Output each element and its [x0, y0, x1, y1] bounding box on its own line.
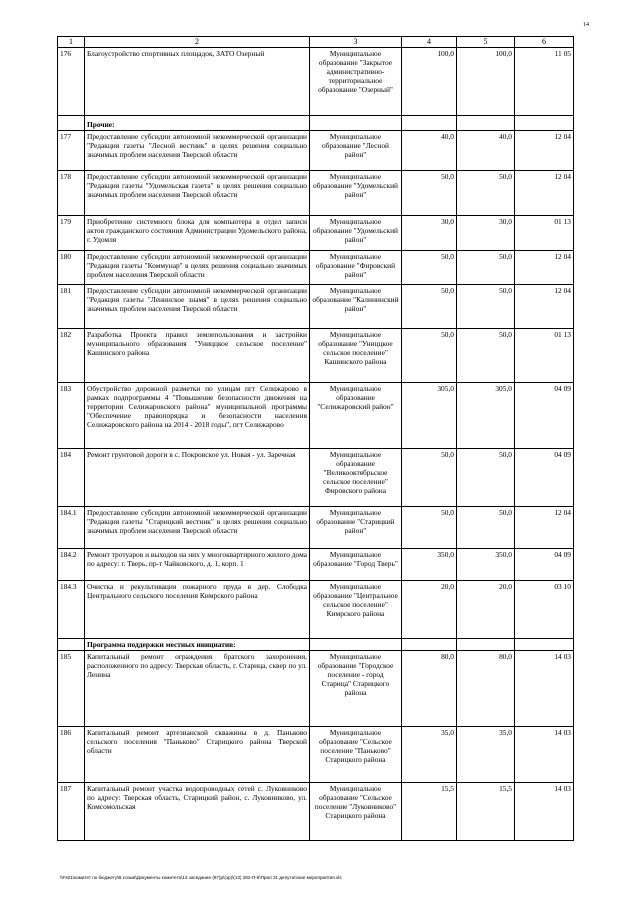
row-description: Приобретение системного блока для компьютера в отдел записи актов гражданского состояния Администрации Удомельского района, г. Удомля [85, 215, 310, 250]
row-budget-code: 01 13 [515, 328, 574, 382]
table-row [58, 782, 574, 840]
row-budget-code: 04 09 [515, 548, 574, 580]
section-empty-cell [457, 638, 515, 650]
header-col-4: 4 [402, 37, 457, 48]
row-description: Предоставление субсидии автономной некоммерческой организации "Редакция газеты "Лесной вестник" в целях решения социально значимых проблем населения Тверской области [85, 130, 310, 170]
section-num-cell [58, 115, 85, 130]
section-row [58, 638, 574, 650]
row-amount-planned: 50,0 [402, 170, 457, 215]
table-row [58, 506, 574, 548]
header-col-6: 6 [515, 37, 574, 48]
section-title: Программа поддержки местных инициатив: [85, 638, 310, 650]
table-row [58, 250, 574, 284]
row-description: Капитальный ремонт участка водопроводных сетей с. Луковниково по адресу: Тверская область, Старицкий район, с. Луковниково, ул. Комсомольская [85, 782, 310, 840]
row-budget-code: 12 04 [515, 170, 574, 215]
row-amount-approved: 50,0 [457, 170, 515, 215]
row-recipient: Муниципальное образование "Удомельский район" [310, 215, 402, 250]
row-budget-code: 12 04 [515, 130, 574, 170]
row-budget-code: 14 03 [515, 782, 574, 840]
section-empty-cell [515, 115, 574, 130]
row-number: 179 [58, 215, 85, 250]
row-number: 181 [58, 284, 85, 328]
row-number: 177 [58, 130, 85, 170]
row-amount-approved: 50,0 [457, 284, 515, 328]
row-recipient: Муниципальное образование "Селижаровский район" [310, 382, 402, 448]
section-row [58, 115, 574, 130]
file-path-footer: \\Fs01\комитет по бюджету\В созыв\Документы комитета\13 заседание (87)р\(зр)\(13) 282-П-6\Прил 31 депутатские мероприятия.xls [60, 875, 342, 880]
row-budget-code: 03 10 [515, 580, 574, 638]
row-amount-planned: 50,0 [402, 448, 457, 506]
row-amount-planned: 50,0 [402, 250, 457, 284]
table-row [58, 130, 574, 170]
row-amount-planned: 80,0 [402, 650, 457, 726]
section-empty-cell [457, 115, 515, 130]
row-description: Предоставление субсидии автономной некоммерческой организации "Редакция газеты "Удомельская газета" в целях решения социально значимых проблем населения Тверской области [85, 170, 310, 215]
appropriations-table [57, 36, 574, 841]
row-amount-approved: 50,0 [457, 448, 515, 506]
section-empty-cell [310, 638, 402, 650]
row-budget-code: 12 04 [515, 250, 574, 284]
row-recipient: Муниципальное образование "Центральное сельское поселение" Кимрского района [310, 580, 402, 638]
row-number: 187 [58, 782, 85, 840]
row-number: 184 [58, 448, 85, 506]
row-description: Ремонт грунтовой дороги в с. Покровское ул. Новая - ул. Заречная [85, 448, 310, 506]
table-row [58, 284, 574, 328]
row-number: 182 [58, 328, 85, 382]
row-amount-approved: 35,0 [457, 726, 515, 782]
row-amount-planned: 15,5 [402, 782, 457, 840]
row-amount-planned: 35,0 [402, 726, 457, 782]
page-number: 14 [583, 22, 589, 28]
row-amount-planned: 50,0 [402, 284, 457, 328]
row-description: Предоставление субсидии автономной некоммерческой организации "Редакция газеты "Ленинское знамя" в целях решения социально значимых проблем населения Тверской области [85, 284, 310, 328]
row-amount-approved: 50,0 [457, 506, 515, 548]
row-amount-approved: 305,0 [457, 382, 515, 448]
row-recipient: Муниципальное образование "Городское поселение - город Старица" Старицкого района [310, 650, 402, 726]
section-empty-cell [310, 115, 402, 130]
row-description: Разработка Проекта правил землепользования и застройки муниципального образования "Униццкое сельское поселение" Кашинского района [85, 328, 310, 382]
row-amount-approved: 15,5 [457, 782, 515, 840]
row-amount-planned: 50,0 [402, 506, 457, 548]
row-description: Благоустройство спортивных площадок, ЗАТО Озерный [85, 47, 310, 115]
row-description: Предоставление субсидии автономной некоммерческой организации "Редакция газеты "Старицкий вестник" в целях решения социально значимых проблем населения Тверской области [85, 506, 310, 548]
header-col-5: 5 [457, 37, 515, 48]
row-number: 180 [58, 250, 85, 284]
section-num-cell [58, 638, 85, 650]
row-description: Капитальный ремонт артезианской скважины в д. Паньково сельского поселения "Паньково" Старицкого района Тверской области [85, 726, 310, 782]
row-description: Очистка и рекультивация пожарного пруда в дер. Слободка Центрального сельского поселения Кимрского района [85, 580, 310, 638]
table-row [58, 726, 574, 782]
row-description: Обустройство дорожной разметки по улицам пгт Селижарово в рамках подпрограммы 4 "Повышение безопасности движения на территории Селижаровского района" муниципальной программы "Обеспечение правопорядка и безопасности населения Селижаровского района на 2014 - 2018 годы", пгт Селижарово [85, 382, 310, 448]
section-title: Прочие: [85, 115, 310, 130]
row-recipient: Муниципальное образование "Фировский район" [310, 250, 402, 284]
row-budget-code: 11 05 [515, 47, 574, 115]
row-amount-planned: 100,0 [402, 47, 457, 115]
table-row [58, 328, 574, 382]
table-row [58, 215, 574, 250]
row-recipient: Муниципальное образование "Удомельский район" [310, 170, 402, 215]
table-row [58, 580, 574, 638]
row-amount-planned: 50,0 [402, 328, 457, 382]
table-row [58, 382, 574, 448]
row-recipient: Муниципальное образование "Великооктябрьское сельское поселение" Фировского района [310, 448, 402, 506]
table-row [58, 650, 574, 726]
table-row [58, 548, 574, 580]
row-recipient: Муниципальное образование "Город Тверь" [310, 548, 402, 580]
row-recipient: Муниципальное образование "Сельское поселение "Паньково" Старицкого района [310, 726, 402, 782]
table-row [58, 170, 574, 215]
row-amount-approved: 20,0 [457, 580, 515, 638]
row-amount-approved: 50,0 [457, 328, 515, 382]
row-amount-approved: 350,0 [457, 548, 515, 580]
row-number: 185 [58, 650, 85, 726]
row-amount-planned: 30,0 [402, 215, 457, 250]
header-col-1: 1 [58, 37, 85, 48]
row-budget-code: 12 04 [515, 284, 574, 328]
row-budget-code: 14 03 [515, 726, 574, 782]
row-amount-approved: 50,0 [457, 250, 515, 284]
table-header [58, 37, 574, 48]
row-recipient: Муниципальное образование "Калининский район" [310, 284, 402, 328]
table-row [58, 448, 574, 506]
row-budget-code: 01 13 [515, 215, 574, 250]
section-empty-cell [402, 115, 457, 130]
row-amount-approved: 30,0 [457, 215, 515, 250]
row-amount-planned: 350,0 [402, 548, 457, 580]
section-empty-cell [515, 638, 574, 650]
section-empty-cell [402, 638, 457, 650]
row-amount-approved: 100,0 [457, 47, 515, 115]
row-budget-code: 04 09 [515, 382, 574, 448]
row-number: 176 [58, 47, 85, 115]
row-amount-approved: 40,0 [457, 130, 515, 170]
row-budget-code: 12 04 [515, 506, 574, 548]
table-row [58, 47, 574, 115]
row-number: 184.1 [58, 506, 85, 548]
row-amount-planned: 305,0 [402, 382, 457, 448]
row-budget-code: 04 09 [515, 448, 574, 506]
row-description: Капитальный ремонт ограждения братского захоронения, расположенного по адресу: Тверская область, г. Старица, сквер по ул. Ленина [85, 650, 310, 726]
row-recipient: Муниципальное образование "Закрытое административно-территориальное образование "Озерный" [310, 47, 402, 115]
row-amount-planned: 20,0 [402, 580, 457, 638]
row-number: 184.3 [58, 580, 85, 638]
row-amount-planned: 40,0 [402, 130, 457, 170]
row-number: 184.2 [58, 548, 85, 580]
row-number: 186 [58, 726, 85, 782]
row-amount-approved: 80,0 [457, 650, 515, 726]
table-body [58, 47, 574, 840]
row-number: 183 [58, 382, 85, 448]
row-recipient: Муниципальное образование "Униццкое сельское поселение" Кашинского района [310, 328, 402, 382]
row-description: Ремонт тротуаров и выходов на них у многоквартирного жилого дома по адресу: г. Тверь, пр-т Чайковского, д. 1, корп. 1 [85, 548, 310, 580]
row-budget-code: 14 03 [515, 650, 574, 726]
row-number: 178 [58, 170, 85, 215]
header-col-2: 2 [85, 37, 310, 48]
row-recipient: Муниципальное образование "Сельское поселение "Луковниково" Старицкого района [310, 782, 402, 840]
row-description: Предоставление субсидии автономной некоммерческой организации "Редакция газеты "Коммунар" в целях решения социально значимых проблем населения Тверской области [85, 250, 310, 284]
row-recipient: Муниципальное образование "Лесной район" [310, 130, 402, 170]
row-recipient: Муниципальное образование "Старицкий район" [310, 506, 402, 548]
header-col-3: 3 [310, 37, 402, 48]
